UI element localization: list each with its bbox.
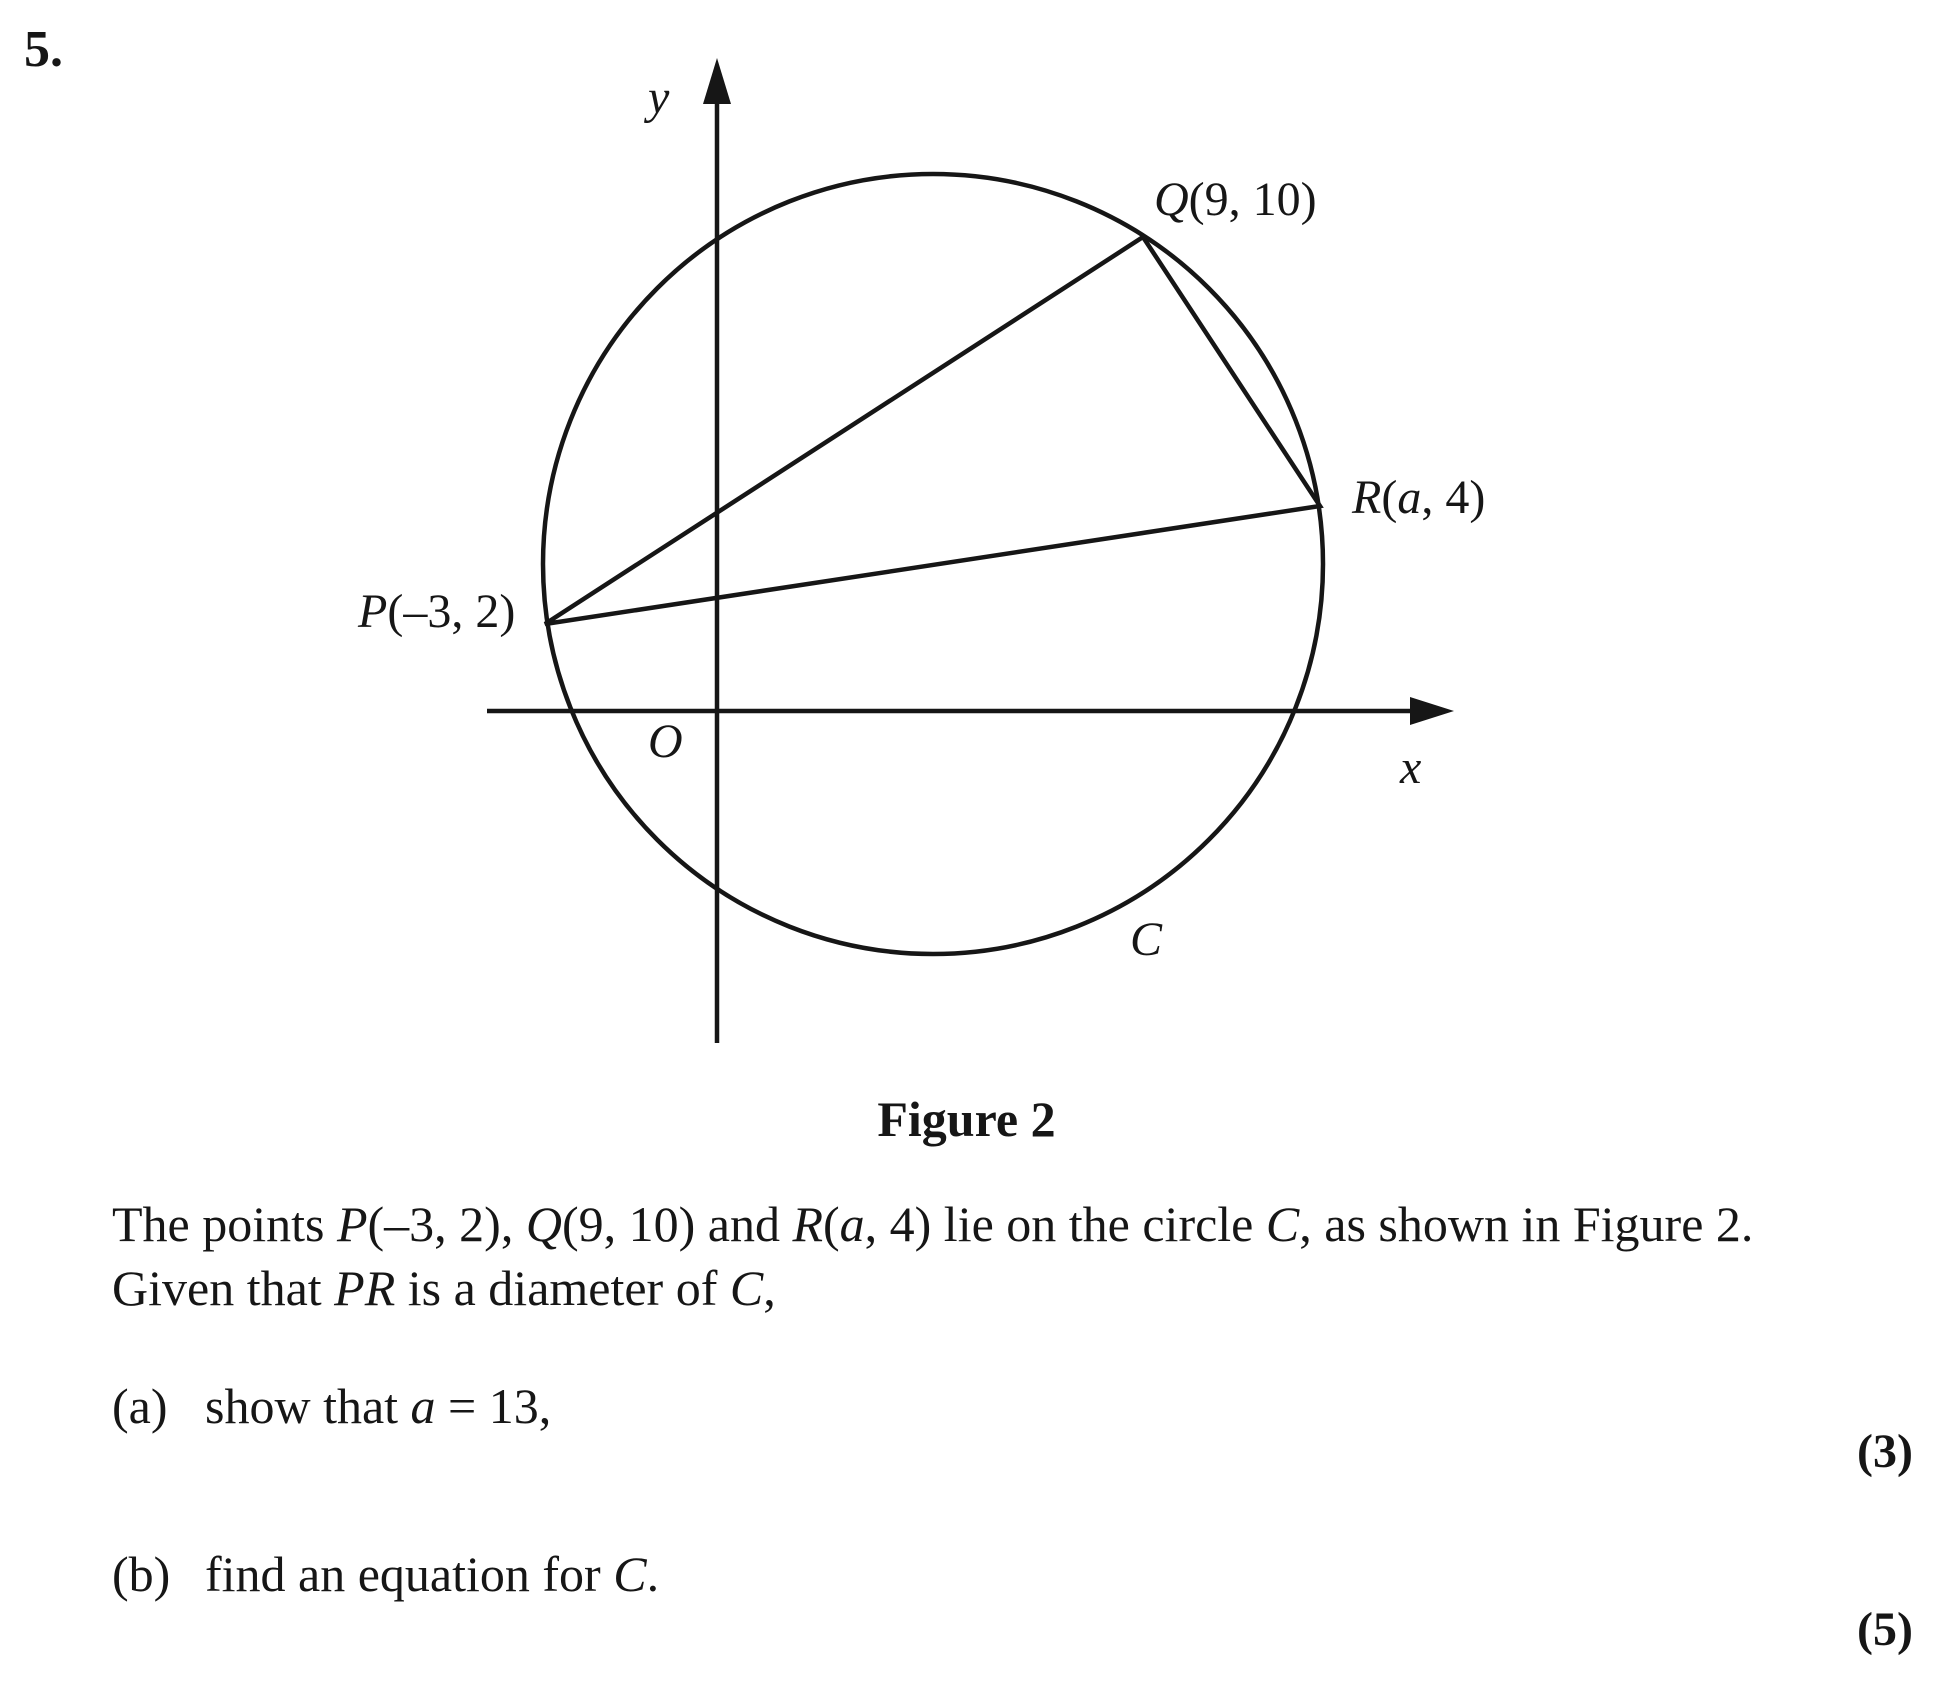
part-b-label: (b): [112, 1546, 171, 1602]
part-a-text: show that a = 13,: [205, 1378, 552, 1434]
question-number: 5.: [24, 21, 63, 78]
problem-statement-line-2: Given that PR is a diameter of C,: [112, 1260, 776, 1316]
x-axis-label: x: [1400, 741, 1422, 794]
x-axis-arrowhead-icon: [1410, 697, 1454, 725]
origin-label: O: [648, 715, 683, 768]
part-b-text: find an equation for C.: [205, 1546, 660, 1602]
y-axis-arrowhead-icon: [703, 58, 731, 104]
part-b-marks: (5): [1857, 1603, 1913, 1656]
problem-statement: [112, 1192, 1753, 1320]
point-label-p: P(–3, 2): [358, 585, 516, 638]
part-b: [112, 1544, 659, 1604]
y-axis-label: y: [648, 71, 670, 124]
problem-statement-line-1: The points P(–3, 2), Q(9, 10) and R(a, 4) lie on the circle C, as shown in Figure 2.: [112, 1196, 1754, 1252]
part-a: [112, 1376, 551, 1436]
point-label-q: Q(9, 10): [1154, 173, 1317, 226]
part-a-marks: (3): [1857, 1425, 1913, 1478]
triangle-pqr: [545, 237, 1320, 624]
part-a-label: (a): [112, 1378, 168, 1434]
point-label-r: R(a, 4): [1352, 471, 1486, 524]
figure-caption: Figure 2: [877, 1091, 1056, 1147]
circle-label: C: [1130, 913, 1163, 966]
